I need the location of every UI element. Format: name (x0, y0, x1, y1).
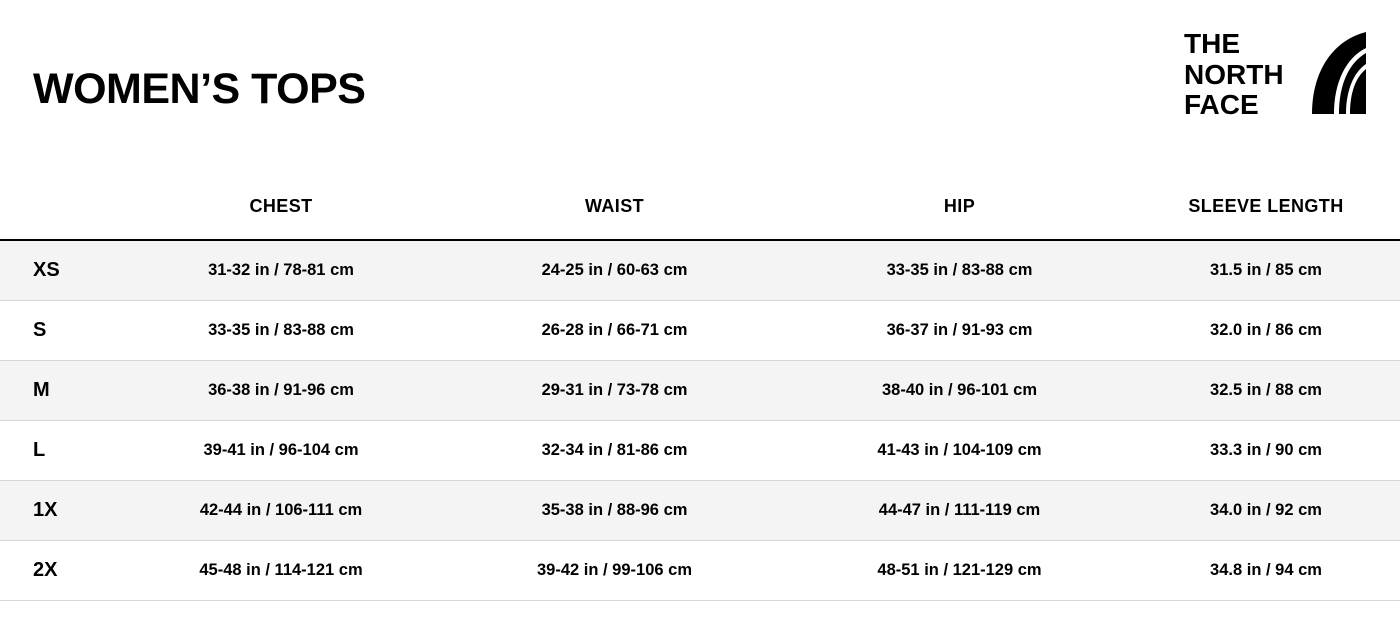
cell-sleeve-length: 31.5 in / 85 cm (1210, 261, 1322, 279)
cell-hip: 48-51 in / 121-129 cm (877, 561, 1042, 579)
cell-sleeve-length: 34.0 in / 92 cm (1210, 501, 1322, 519)
cell-sleeve-length: 34.8 in / 94 cm (1210, 561, 1322, 579)
cell-chest: 45-48 in / 114-121 cm (199, 561, 363, 579)
svg-text:FACE: FACE (1184, 89, 1259, 120)
cell-size: XS (33, 259, 60, 281)
cell-size: 1X (33, 499, 58, 521)
column-header-hip: HIP (787, 186, 1132, 240)
cell-chest: 31-32 in / 78-81 cm (208, 261, 354, 279)
svg-text:THE: THE (1184, 28, 1240, 59)
page-header (0, 0, 1400, 180)
cell-size: 2X (33, 559, 58, 581)
cell-chest: 39-41 in / 96-104 cm (203, 441, 359, 459)
cell-waist: 29-31 in / 73-78 cm (541, 381, 688, 399)
cell-hip: 44-47 in / 111-119 cm (878, 501, 1041, 519)
cell-waist: 32-34 in / 81-86 cm (541, 441, 688, 459)
table-row (0, 541, 1400, 601)
table-header (0, 186, 1400, 240)
column-header-chest: CHEST (120, 186, 442, 240)
cell-waist: 39-42 in / 99-106 cm (536, 561, 692, 579)
column-header-sleeve-length: SLEEVE LENGTH (1132, 186, 1400, 240)
column-header-waist: WAIST (442, 186, 787, 240)
table-row (0, 301, 1400, 361)
cell-hip: 38-40 in / 96-101 cm (881, 381, 1037, 399)
cell-chest: 36-38 in / 91-96 cm (208, 381, 354, 399)
cell-sleeve-length: 33.3 in / 90 cm (1210, 441, 1322, 459)
table-header-row (0, 186, 1400, 240)
column-header-size (0, 186, 120, 240)
size-chart-table (0, 186, 1400, 601)
cell-sleeve-length: 32.0 in / 86 cm (1210, 321, 1322, 339)
cell-waist: 35-38 in / 88-96 cm (541, 501, 688, 519)
cell-hip: 41-43 in / 104-109 cm (877, 441, 1042, 459)
cell-size: M (33, 379, 50, 401)
svg-text:NORTH: NORTH (1184, 59, 1284, 90)
table-row (0, 481, 1400, 541)
cell-hip: 36-37 in / 91-93 cm (886, 321, 1033, 339)
cell-sleeve-length: 32.5 in / 88 cm (1210, 381, 1322, 399)
page-title: WOMEN’S TOPS (33, 65, 366, 113)
table-row (0, 361, 1400, 421)
cell-size: S (33, 319, 47, 341)
cell-size: L (33, 439, 46, 461)
cell-chest: 33-35 in / 83-88 cm (208, 321, 354, 339)
table-row (0, 240, 1400, 301)
table-row (0, 421, 1400, 481)
table-body (0, 240, 1400, 601)
cell-waist: 26-28 in / 66-71 cm (541, 321, 688, 339)
cell-chest: 42-44 in / 106-111 cm (199, 501, 363, 519)
cell-waist: 24-25 in / 60-63 cm (541, 261, 688, 279)
cell-hip: 33-35 in / 83-88 cm (886, 261, 1033, 279)
the-north-face-logo (1184, 26, 1366, 122)
